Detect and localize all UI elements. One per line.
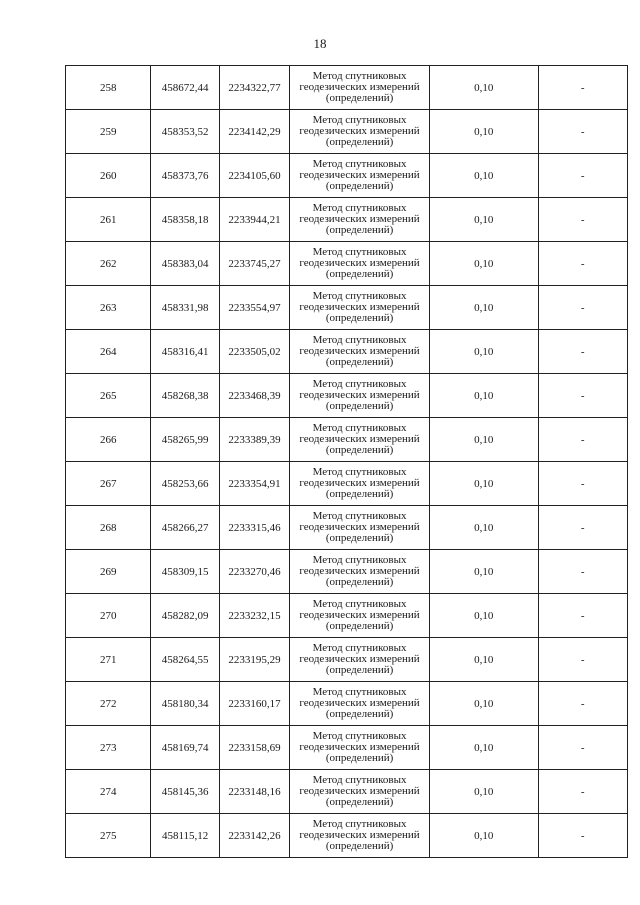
method-cell [290, 506, 430, 550]
method-line-3: (определений) [325, 752, 394, 764]
accuracy-cell: 0,10 [429, 330, 538, 374]
method-line-2: геодезических измерений [299, 125, 420, 137]
point-number-cell: 261 [66, 198, 151, 242]
method-line-2: геодезических измерений [299, 741, 420, 753]
method-line-1: Метод спутниковых [312, 158, 407, 170]
method-line-2: геодезических измерений [299, 213, 420, 225]
method-cell [290, 110, 430, 154]
coordinates-table-body [66, 66, 628, 858]
x-coordinate-cell: 458672,44 [151, 66, 219, 110]
method-line-1: Метод спутниковых [312, 466, 407, 478]
method-line-2: геодезических измерений [299, 653, 420, 665]
method-line-1: Метод спутниковых [312, 686, 407, 698]
y-coordinate-cell: 2233315,46 [219, 506, 289, 550]
method-line-3: (определений) [325, 444, 394, 456]
accuracy-cell: 0,10 [429, 638, 538, 682]
method-cell [290, 550, 430, 594]
method-line-2: геодезических измерений [299, 521, 420, 533]
x-coordinate-cell: 458331,98 [151, 286, 219, 330]
y-coordinate-cell: 2233195,29 [219, 638, 289, 682]
x-coordinate-cell: 458358,18 [151, 198, 219, 242]
method-line-3: (определений) [325, 356, 394, 368]
method-cell [290, 682, 430, 726]
point-number-cell: 258 [66, 66, 151, 110]
method-line-3: (определений) [325, 708, 394, 720]
x-coordinate-cell: 458268,38 [151, 374, 219, 418]
table-row [66, 726, 628, 770]
method-line-1: Метод спутниковых [312, 554, 407, 566]
method-line-2: геодезических измерений [299, 477, 420, 489]
method-line-3: (определений) [325, 268, 394, 280]
y-coordinate-cell: 2233389,39 [219, 418, 289, 462]
note-cell: - [538, 550, 628, 594]
method-cell [290, 154, 430, 198]
accuracy-cell: 0,10 [429, 506, 538, 550]
point-number-cell: 262 [66, 242, 151, 286]
note-cell: - [538, 770, 628, 814]
y-coordinate-cell: 2233505,02 [219, 330, 289, 374]
method-cell [290, 770, 430, 814]
method-line-3: (определений) [325, 664, 394, 676]
note-cell: - [538, 462, 628, 506]
point-number-cell: 259 [66, 110, 151, 154]
method-line-2: геодезических измерений [299, 345, 420, 357]
y-coordinate-cell: 2233745,27 [219, 242, 289, 286]
y-coordinate-cell: 2233148,16 [219, 770, 289, 814]
method-line-3: (определений) [325, 136, 394, 148]
point-number-cell: 260 [66, 154, 151, 198]
point-number-cell: 266 [66, 418, 151, 462]
y-coordinate-cell: 2234322,77 [219, 66, 289, 110]
method-line-1: Метод спутниковых [312, 642, 407, 654]
method-line-1: Метод спутниковых [312, 202, 407, 214]
table-row [66, 330, 628, 374]
method-line-2: геодезических измерений [299, 389, 420, 401]
method-cell [290, 198, 430, 242]
coordinates-table [65, 65, 628, 858]
accuracy-cell: 0,10 [429, 770, 538, 814]
y-coordinate-cell: 2233160,17 [219, 682, 289, 726]
note-cell: - [538, 154, 628, 198]
x-coordinate-cell: 458180,34 [151, 682, 219, 726]
point-number-cell: 271 [66, 638, 151, 682]
table-row [66, 770, 628, 814]
y-coordinate-cell: 2233468,39 [219, 374, 289, 418]
table-row [66, 814, 628, 858]
table-row [66, 638, 628, 682]
y-coordinate-cell: 2234142,29 [219, 110, 289, 154]
method-cell [290, 594, 430, 638]
method-line-2: геодезических измерений [299, 697, 420, 709]
note-cell: - [538, 594, 628, 638]
note-cell: - [538, 110, 628, 154]
point-number-cell: 268 [66, 506, 151, 550]
method-line-1: Метод спутниковых [312, 422, 407, 434]
note-cell: - [538, 66, 628, 110]
table-row [66, 594, 628, 638]
method-line-3: (определений) [325, 224, 394, 236]
method-line-1: Метод спутниковых [312, 730, 407, 742]
accuracy-cell: 0,10 [429, 286, 538, 330]
method-line-3: (определений) [325, 576, 394, 588]
method-line-1: Метод спутниковых [312, 598, 407, 610]
method-line-3: (определений) [325, 796, 394, 808]
method-line-3: (определений) [325, 92, 394, 104]
table-row [66, 198, 628, 242]
x-coordinate-cell: 458266,27 [151, 506, 219, 550]
accuracy-cell: 0,10 [429, 66, 538, 110]
accuracy-cell: 0,10 [429, 418, 538, 462]
method-line-1: Метод спутниковых [312, 70, 407, 82]
note-cell: - [538, 682, 628, 726]
method-line-2: геодезических измерений [299, 169, 420, 181]
x-coordinate-cell: 458169,74 [151, 726, 219, 770]
method-line-3: (определений) [325, 532, 394, 544]
method-line-1: Метод спутниковых [312, 818, 407, 830]
method-line-2: геодезических измерений [299, 829, 420, 841]
table-row [66, 242, 628, 286]
accuracy-cell: 0,10 [429, 242, 538, 286]
table-row [66, 682, 628, 726]
table-row [66, 154, 628, 198]
note-cell: - [538, 814, 628, 858]
y-coordinate-cell: 2233944,21 [219, 198, 289, 242]
point-number-cell: 263 [66, 286, 151, 330]
accuracy-cell: 0,10 [429, 682, 538, 726]
note-cell: - [538, 506, 628, 550]
accuracy-cell: 0,10 [429, 550, 538, 594]
method-cell [290, 726, 430, 770]
point-number-cell: 272 [66, 682, 151, 726]
x-coordinate-cell: 458282,09 [151, 594, 219, 638]
method-line-1: Метод спутниковых [312, 774, 407, 786]
method-cell [290, 330, 430, 374]
point-number-cell: 275 [66, 814, 151, 858]
x-coordinate-cell: 458353,52 [151, 110, 219, 154]
note-cell: - [538, 726, 628, 770]
y-coordinate-cell: 2233158,69 [219, 726, 289, 770]
x-coordinate-cell: 458316,41 [151, 330, 219, 374]
method-cell [290, 374, 430, 418]
y-coordinate-cell: 2233354,91 [219, 462, 289, 506]
method-cell [290, 638, 430, 682]
x-coordinate-cell: 458309,15 [151, 550, 219, 594]
method-line-2: геодезических измерений [299, 257, 420, 269]
point-number-cell: 265 [66, 374, 151, 418]
note-cell: - [538, 286, 628, 330]
method-line-2: геодезических измерений [299, 609, 420, 621]
table-row [66, 286, 628, 330]
y-coordinate-cell: 2233554,97 [219, 286, 289, 330]
table-row [66, 550, 628, 594]
x-coordinate-cell: 458115,12 [151, 814, 219, 858]
method-line-3: (определений) [325, 620, 394, 632]
note-cell: - [538, 242, 628, 286]
method-cell [290, 66, 430, 110]
note-cell: - [538, 198, 628, 242]
method-line-1: Метод спутниковых [312, 114, 407, 126]
x-coordinate-cell: 458253,66 [151, 462, 219, 506]
table-row [66, 418, 628, 462]
method-cell [290, 242, 430, 286]
note-cell: - [538, 418, 628, 462]
accuracy-cell: 0,10 [429, 110, 538, 154]
accuracy-cell: 0,10 [429, 154, 538, 198]
accuracy-cell: 0,10 [429, 462, 538, 506]
method-line-2: геодезических измерений [299, 301, 420, 313]
y-coordinate-cell: 2233270,46 [219, 550, 289, 594]
point-number-cell: 269 [66, 550, 151, 594]
method-line-2: геодезических измерений [299, 565, 420, 577]
method-line-2: геодезических измерений [299, 433, 420, 445]
point-number-cell: 270 [66, 594, 151, 638]
method-cell [290, 286, 430, 330]
table-row [66, 374, 628, 418]
table-row [66, 110, 628, 154]
method-line-3: (определений) [325, 840, 394, 852]
method-line-3: (определений) [325, 400, 394, 412]
method-line-1: Метод спутниковых [312, 378, 407, 390]
method-cell [290, 814, 430, 858]
method-line-1: Метод спутниковых [312, 290, 407, 302]
note-cell: - [538, 330, 628, 374]
point-number-cell: 264 [66, 330, 151, 374]
method-line-3: (определений) [325, 180, 394, 192]
y-coordinate-cell: 2233142,26 [219, 814, 289, 858]
point-number-cell: 267 [66, 462, 151, 506]
accuracy-cell: 0,10 [429, 726, 538, 770]
method-line-3: (определений) [325, 488, 394, 500]
method-line-1: Метод спутниковых [312, 246, 407, 258]
page-number: 18 [313, 36, 327, 51]
method-cell [290, 418, 430, 462]
accuracy-cell: 0,10 [429, 814, 538, 858]
accuracy-cell: 0,10 [429, 594, 538, 638]
table-row [66, 462, 628, 506]
method-line-1: Метод спутниковых [312, 334, 407, 346]
x-coordinate-cell: 458265,99 [151, 418, 219, 462]
point-number-cell: 273 [66, 726, 151, 770]
method-line-2: геодезических измерений [299, 81, 420, 93]
accuracy-cell: 0,10 [429, 198, 538, 242]
x-coordinate-cell: 458373,76 [151, 154, 219, 198]
x-coordinate-cell: 458145,36 [151, 770, 219, 814]
table-row [66, 66, 628, 110]
method-line-2: геодезических измерений [299, 785, 420, 797]
method-line-3: (определений) [325, 312, 394, 324]
note-cell: - [538, 638, 628, 682]
method-cell [290, 462, 430, 506]
point-number-cell: 274 [66, 770, 151, 814]
note-cell: - [538, 374, 628, 418]
x-coordinate-cell: 458383,04 [151, 242, 219, 286]
y-coordinate-cell: 2233232,15 [219, 594, 289, 638]
table-row [66, 506, 628, 550]
method-line-1: Метод спутниковых [312, 510, 407, 522]
y-coordinate-cell: 2234105,60 [219, 154, 289, 198]
accuracy-cell: 0,10 [429, 374, 538, 418]
x-coordinate-cell: 458264,55 [151, 638, 219, 682]
